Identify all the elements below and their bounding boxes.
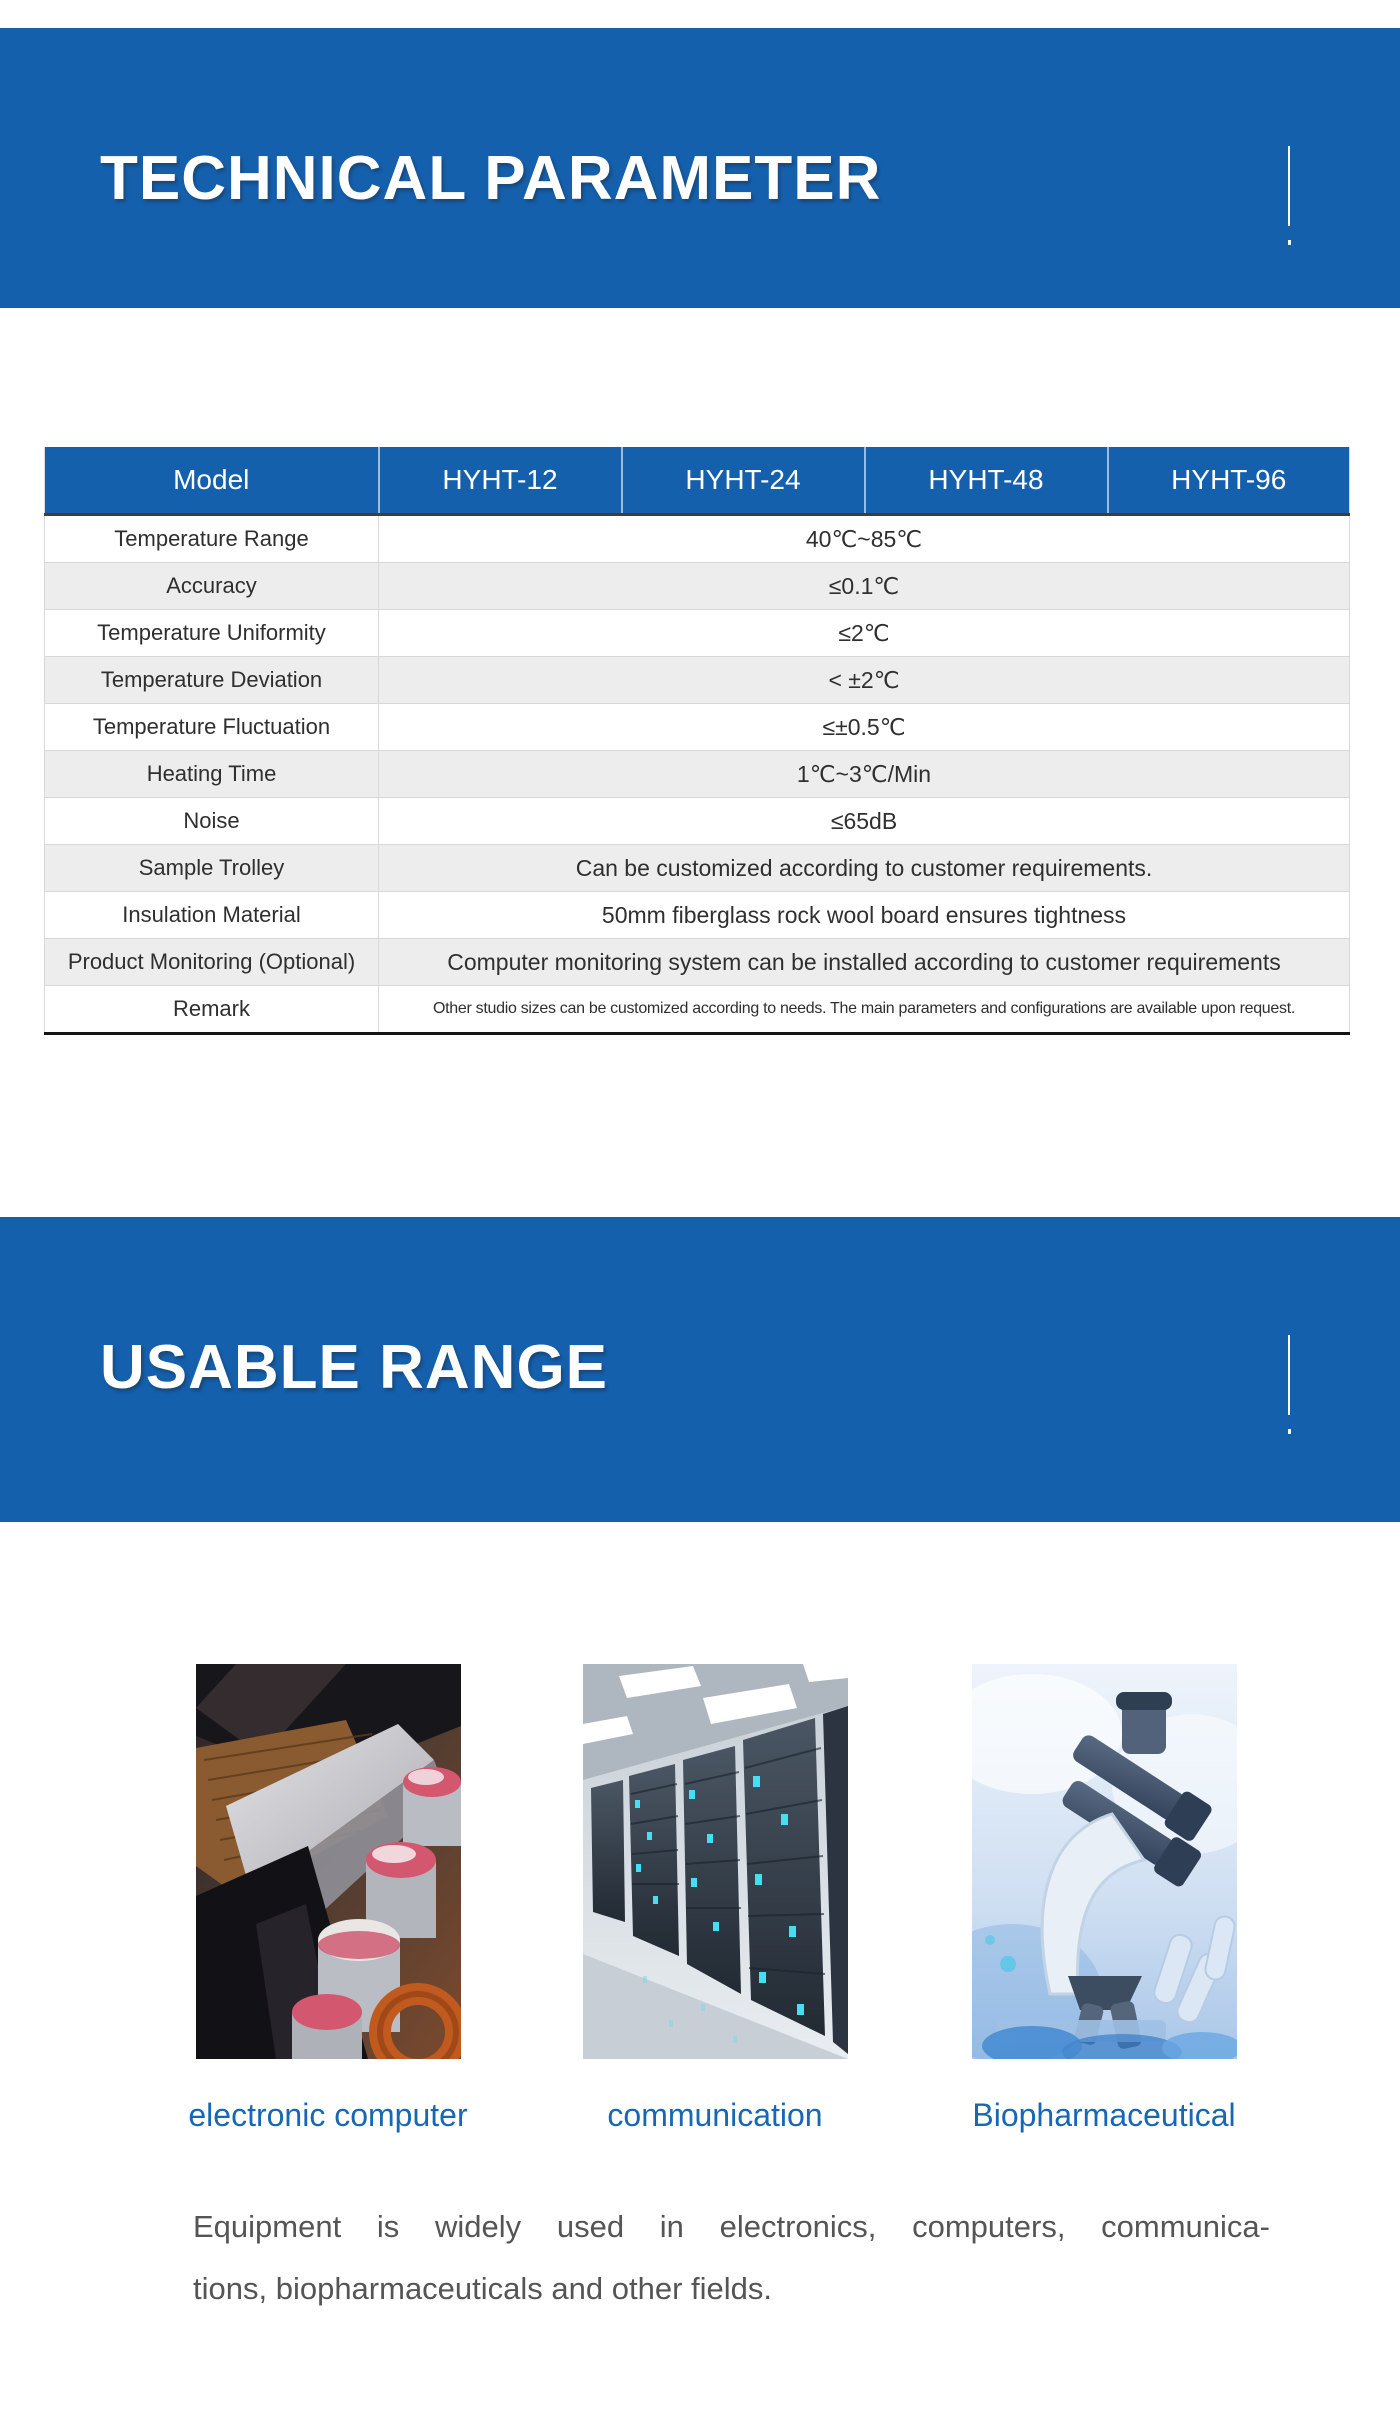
table-header-row	[45, 447, 1350, 515]
table-header-hyht-48: HYHT-48	[865, 447, 1108, 515]
table-row-remark	[45, 986, 1350, 1034]
row-value: ≤0.1℃	[379, 563, 1350, 610]
decorative-dot	[1288, 240, 1291, 245]
row-value: ≤2℃	[379, 610, 1350, 657]
section-title-usable: USABLE RANGE	[100, 1333, 609, 1402]
row-label: Temperature Range	[45, 515, 379, 563]
technical-parameter-banner	[0, 28, 1400, 308]
table-header-model: Model	[45, 447, 379, 515]
row-value: 40℃~85℃	[379, 515, 1350, 563]
row-label: Noise	[45, 798, 379, 845]
row-label: Temperature Uniformity	[45, 610, 379, 657]
table-row	[45, 892, 1350, 939]
row-label: Temperature Fluctuation	[45, 704, 379, 751]
decorative-line	[1288, 146, 1290, 226]
table-row	[45, 798, 1350, 845]
usable-range-banner	[0, 1217, 1400, 1522]
table-row	[45, 751, 1350, 798]
row-label: Heating Time	[45, 751, 379, 798]
row-value: Can be customized according to customer requirements.	[379, 845, 1350, 892]
microscope-photo	[972, 1664, 1237, 2059]
caption-biopharmaceutical: Biopharmaceutical	[972, 2097, 1236, 2133]
usable-range-description	[193, 2196, 1270, 2320]
table-row	[45, 704, 1350, 751]
row-label: Temperature Deviation	[45, 657, 379, 704]
row-value: Computer monitoring system can be installed according to customer requirements	[379, 939, 1350, 986]
caption-communication: communication	[607, 2097, 823, 2133]
table-row	[45, 657, 1350, 704]
row-value: ≤±0.5℃	[379, 704, 1350, 751]
description-line-2: tions, biopharmaceuticals and other fields.	[193, 2271, 772, 2306]
row-label: Accuracy	[45, 563, 379, 610]
description-line-1: Equipment is widely used in electronics, computers, communica-	[193, 2209, 1270, 2244]
table-row	[45, 515, 1350, 563]
table-row	[45, 563, 1350, 610]
section-title-technical: TECHNICAL PARAMETER	[100, 144, 882, 213]
row-label: Product Monitoring (Optional)	[45, 939, 379, 986]
row-label: Sample Trolley	[45, 845, 379, 892]
table-header-hyht-24: HYHT-24	[622, 447, 865, 515]
table-row	[45, 610, 1350, 657]
server-room-photo	[583, 1664, 848, 2059]
row-value: 1℃~3℃/Min	[379, 751, 1350, 798]
table-header-hyht-12: HYHT-12	[379, 447, 622, 515]
row-value: < ±2℃	[379, 657, 1350, 704]
decorative-dot	[1288, 1429, 1291, 1434]
row-value: ≤65dB	[379, 798, 1350, 845]
technical-parameter-table	[44, 447, 1350, 1035]
caption-electronic-computer: electronic computer	[188, 2097, 468, 2133]
row-label: Remark	[45, 986, 379, 1034]
electronic-computer-photo	[196, 1664, 461, 2059]
decorative-line	[1288, 1335, 1290, 1415]
table-header-hyht-96: HYHT-96	[1108, 447, 1350, 515]
row-value: Other studio sizes can be customized according to needs. The main parameters and configurations are available upon request.	[379, 986, 1350, 1034]
table-row	[45, 845, 1350, 892]
row-value: 50mm fiberglass rock wool board ensures tightness	[379, 892, 1350, 939]
row-label: Insulation Material	[45, 892, 379, 939]
table-row	[45, 939, 1350, 986]
